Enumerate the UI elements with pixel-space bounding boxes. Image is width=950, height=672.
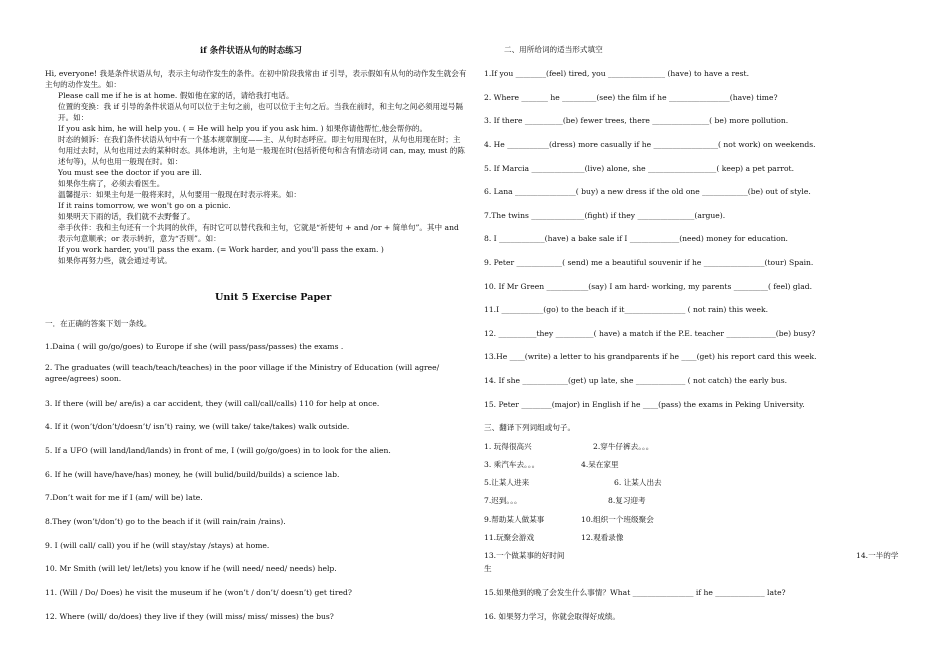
translate-item: 6. 让某人出去 — [614, 478, 662, 487]
translate-item: 9.帮助某人做某事 — [484, 515, 545, 524]
translate-item: 生 — [484, 564, 492, 573]
fill-question: 2. Where _______ he _________(see) the film if he ________________(have) time? — [484, 93, 778, 102]
fill-question: 14. If she ____________(get) up late, she _____________ ( not catch) the early bus. — [484, 376, 788, 385]
fill-question: 8. I ____________(have) a bake sale if I _____________(need) money for education. — [484, 234, 788, 243]
translate-item: 7.迟到。。。 — [484, 496, 522, 505]
translate-item: 11.玩聚会游戏 — [484, 533, 535, 542]
question-item: 3. If there (will be/ are/is) a car accident, they (will call/call/calls) 110 for help at once. — [45, 399, 380, 408]
question-item: 1.Daina ( will go/go/goes) to Europe if she (will pass/pass/passes) the exams . — [45, 342, 344, 351]
intro-line: 如果你生病了，必须去看医生。 — [58, 179, 165, 188]
question-item: 6. If he (will have/have/has) money, he (will bulid/build/builds) a science lab. — [45, 470, 340, 479]
intro-line: 牵手伙伴：我和主句还有一个共同的伙伴，有时它可以替代我和主句，它就是“祈使句 + and /or + 简单句”。其中 and 表示句意顺承；or 表示转折，意为“否则”。如： — [58, 223, 459, 243]
translate-item: 13.一个做某事的好时间 — [484, 551, 565, 560]
intro-line: 时态的倾诉：在我们条件状语从句中有一个基本规章制度——主、从句时态呼应。即主句用现在时，从句也用现在时；主句用过去时，从句也用过去的某种时态。具体地讲，主句是一般现在时(包括祈使句和含有情态动词 can, may, must 的陈述句等)，从句也用一般现在时。如： — [58, 135, 465, 166]
fill-question: 3. If there __________(be) fewer trees, there _______________( be) more pollution. — [484, 116, 789, 125]
translate-item: 2.穿牛仔裤去。。。 — [593, 442, 654, 451]
translate-item: 3. 乘汽车去。。。 — [484, 460, 540, 469]
fill-question: 1.If you ________(feel) tired, you _______________ (have) to have a rest. — [484, 69, 750, 78]
fill-question: 9. Peter ____________( send) me a beautiful souvenir if he ________________(tour) Spain. — [484, 258, 814, 267]
intro-line: 位置的变换：我 if 引导的条件状语从句可以位于主句之前，也可以位于主句之后。当我在前时，和主句之间必须用逗号隔开。如： — [58, 102, 463, 122]
section2-title: 二、用所给词的适当形式填空 — [504, 45, 603, 54]
question-item: 12. Where (will/ do/does) they live if they (will miss/ miss/ misses) the bus? — [45, 612, 334, 621]
fill-question: 7.The twins ______________(fight) if they _______________(argue). — [484, 211, 726, 220]
intro-line: 温馨提示：如果主句是一般将来时，从句要用一般现在时表示将来。如： — [58, 190, 301, 199]
question-item: 8.They (won’t/don’t) go to the beach if it (will rain/rain /rains). — [45, 517, 286, 526]
translate-item: 12.观看录像 — [581, 533, 624, 542]
question-item: 5. If a UFO (will land/land/lands) in front of me, I (will go/go/goes) in to look for the alien. — [45, 446, 391, 455]
question-item: 10. Mr Smith (will let/ let/lets) you know if he (will need/ need/ needs) help. — [45, 564, 337, 573]
translate-item: 10.组织一个班级聚会 — [581, 515, 654, 524]
fill-question: 11.I ___________(go) to the beach if it________________ ( not rain) this week. — [484, 305, 768, 314]
fill-question: 4. He ___________(dress) more casually if he _________________( not work) on weekends. — [484, 140, 816, 149]
fill-question: 15. Peter ________(major) in English if he ____(pass) the exams in Peking University. — [484, 400, 805, 409]
question-item: 2. The graduates (will teach/teach/teaches) in the poor village if the Ministry of Education (will agree/ agree/agrees) soon. — [45, 363, 440, 383]
document-title: if 条件状语从句的时态练习 — [200, 45, 302, 55]
fill-question: 13.He ____(write) a letter to his grandparents if he ____(get) his report card this week. — [484, 352, 817, 361]
fill-question: 5. If Marcia ______________(live) alone, she __________________( keep) a pet parrot. — [484, 164, 795, 173]
intro-line: If it rains tomorrow, we won't go on a picnic. — [58, 201, 231, 210]
intro-line: Please call me if he is at home. 假如他在家的话，请给我打电话。 — [58, 91, 294, 100]
translate-item: 4.呆在家里 — [581, 460, 619, 469]
unit-title: Unit 5 Exercise Paper — [215, 292, 332, 303]
fill-question: 12. __________they __________( have) a match if the P.E. teacher _____________(be) busy? — [484, 329, 816, 338]
fill-question: 10. If Mr Green ___________(say) I am hard- working, my parents _________( feel) glad. — [484, 282, 813, 291]
translate-item: 1. 玩得很高兴 — [484, 442, 532, 451]
section3-title: 三、翻译下列词组或句子。 — [484, 423, 576, 432]
translate-item: 14.一半的学 — [856, 551, 899, 560]
question-item: 11. (Will / Do/ Does) he visit the museum if he (won’t / don’t/ doesn’t) get tired? — [45, 588, 352, 597]
question-item: 9. I (will call/ call) you if he (will stay/stay /stays) at home. — [45, 541, 270, 550]
intro-line: If you ask him, he will help you. ( = He will help you if you ask him. ) 如果你请他帮忙,他会帮你的。 — [58, 124, 428, 133]
intro-line: 如果明天下雨的话，我们就不去野餐了。 — [58, 212, 195, 221]
question-item: 4. If it (won’t/don’t/doesn’t/ isn’t) rainy, we (will take/ take/takes) walk outside. — [45, 422, 350, 431]
translate-item: 8.复习迎考 — [608, 496, 646, 505]
translate-item: 16. 如果努力学习，你就会取得好成绩。 — [484, 612, 620, 621]
intro-line: 如果你再努力些，就会通过考试。 — [58, 256, 172, 265]
translate-item: 15.如果他到的晚了会发生什么事情？What ________________ if he _____________ late? — [484, 588, 786, 597]
fill-question: 6. Lana ________________( buy) a new dress if the old one ____________(be) out of style. — [484, 187, 811, 196]
question-item: 7.Don’t wait for me if I (am/ will be) late. — [45, 493, 203, 502]
intro-line: If you work harder, you'll pass the exam. (= Work harder, and you'll pass the exam. ) — [58, 245, 384, 254]
intro-line: You must see the doctor if you are ill. — [58, 168, 202, 177]
translate-item: 5.让某人进来 — [484, 478, 530, 487]
intro-line: Hi, everyone! 我是条件状语从句，表示主句动作发生的条件。在初中阶段我常由 if 引导，表示假如有从句的动作发生就会有主句的动作发生。如： — [45, 69, 467, 89]
section1-title: 一．在正确的答案下划一条线。 — [45, 319, 152, 328]
intro-text — [45, 68, 467, 266]
